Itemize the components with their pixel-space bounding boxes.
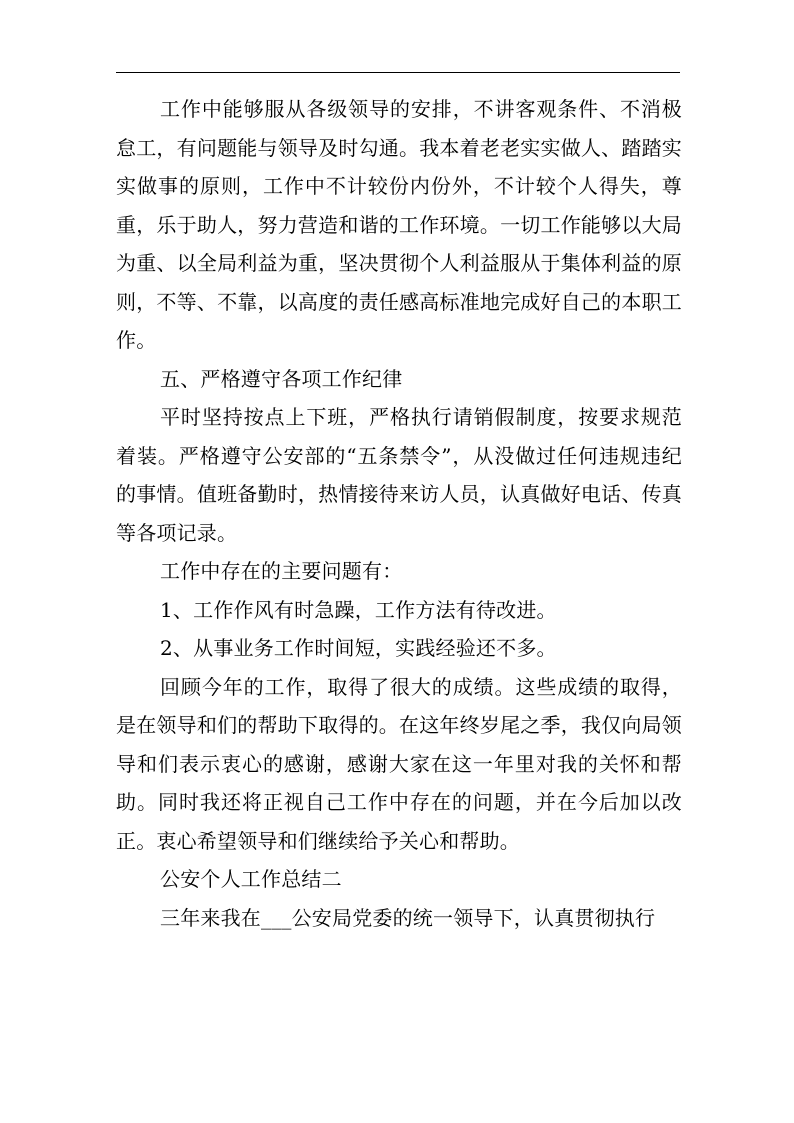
- list-item-problem-1: 1、工作作风有时急躁，工作方法有待改进。: [160, 597, 557, 622]
- list-item-problem-2: 2、从事业务工作时间短，实践经验还不多。: [160, 636, 557, 660]
- paragraph-work-attitude: 工作中能够服从各级领导的安排，不讲客观条件、不消极怠工，有问题能与领导及时勾通。我本着老老实实做人、踏踏实实做事的原则，工作中不计较份内份外，不计较个人得失，尊重，乐于助人，努力营造和谐的工作环境。一切工作能够以大局为重、以全局利益为重，坚决贯彻个人利益服从于集体利益的原则，不等、不靠，以高度的责任感高标准地完成好自己的本职工作。: [116, 97, 682, 352]
- paragraph-review: 回顾今年的工作，取得了很大的成绩。这些成绩的取得，是在领导和们的帮助下取得的。在这年终岁尾之季，我仅向局领导和们表示衷心的感谢，感谢大家在这一年里对我的关怀和帮助。同时我还将正视自己工作中存在的问题，并在今后加以改正。衷心希望领导和们继续给予关心和帮助。: [116, 674, 682, 853]
- paragraph-problems-intro: 工作中存在的主要问题有：: [160, 559, 403, 583]
- paragraph-discipline: 平时坚持按点上下班，严格执行请销假制度，按要求规范着装。严格遵守公安部的“五条禁令”，从没做过任何违规违纪的事情。值班备勤时，热情接待来访人员，认真做好电话、传真等各项记录。: [116, 405, 682, 545]
- section-heading-discipline: 五、严格遵守各项工作纪律: [160, 366, 403, 391]
- section-heading-summary-two: 公安个人工作总结二: [160, 867, 342, 891]
- paragraph-summary-two-start: 三年来我在___公安局党委的统一领导下，认真贯彻执行: [160, 905, 656, 930]
- document-body: [116, 90, 682, 937]
- header-rule: [116, 72, 680, 73]
